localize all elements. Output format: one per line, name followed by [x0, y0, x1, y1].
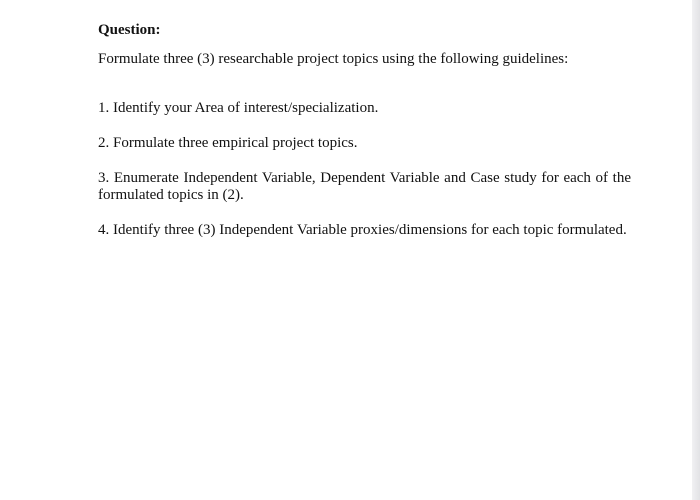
page-edge-shadow [692, 0, 700, 500]
question-block [98, 22, 631, 257]
question-intro: Formulate three (3) researchable project topics using the following guidelines: [98, 51, 569, 67]
question-heading: Question: [98, 22, 161, 38]
guideline-item-3: 3. Enumerate Independent Variable, Dependent Variable and Case study for each of the formulated topics in (2). [98, 170, 631, 203]
guideline-item-1: 1. Identify your Area of interest/specialization. [98, 100, 379, 116]
guideline-item-4: 4. Identify three (3) Independent Variable proxies/dimensions for each topic formulated. [98, 222, 627, 238]
guidelines-list [98, 100, 631, 239]
guideline-item-2: 2. Formulate three empirical project topics. [98, 135, 358, 151]
